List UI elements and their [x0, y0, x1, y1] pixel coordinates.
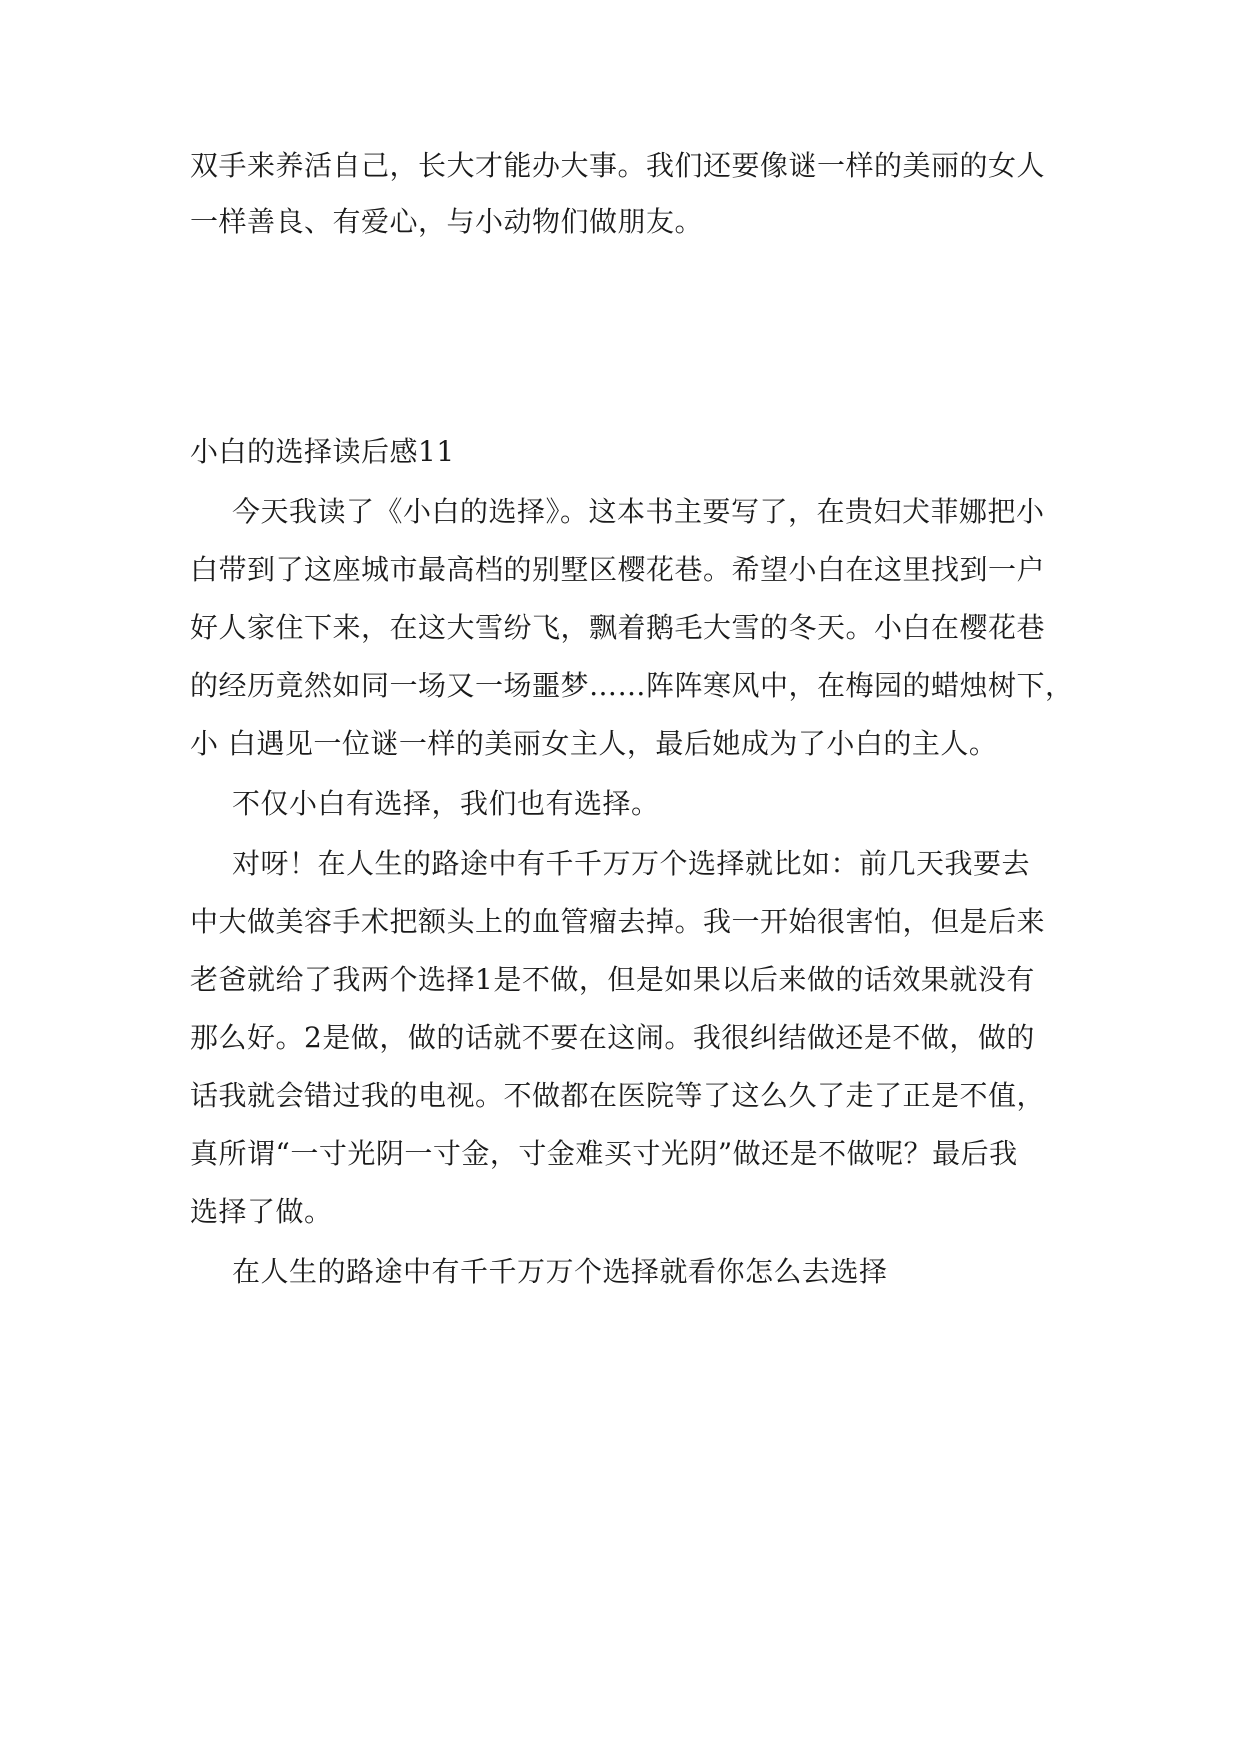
paragraph-line: 好人家住下来，在这大雪纷飞，飘着鹅毛大雪的冬天。小白在樱花巷	[190, 611, 1046, 644]
paragraph-line: 选择了做。	[190, 1195, 333, 1228]
paragraph-line: 话我就会错过我的电视。不做都在医院等了这么久了走了正是不值，	[190, 1079, 1046, 1112]
text-line: 双手来养活自己，长大才能办大事。我们还要像谜一样的美丽的女人	[190, 149, 1046, 182]
paragraph-line: 老爸就给了我两个选择1是不做，但是如果以后来做的话效果就没有	[190, 963, 1035, 996]
paragraph-line: 对呀！在人生的路途中有千千万万个选择就比如：前几天我要去	[232, 847, 1031, 880]
paragraph-line: 在人生的路途中有千千万万个选择就看你怎么去选择	[232, 1255, 888, 1288]
paragraph-line: 小 白遇见一位谜一样的美丽女主人，最后她成为了小白的主人。	[190, 727, 998, 760]
paragraph-line: 的经历竟然如同一场又一场噩梦……阵阵寒风中，在梅园的蜡烛树下，	[190, 669, 1074, 702]
paragraph-line: 今天我读了《小白的选择》。这本书主要写了，在贵妇犬菲娜把小	[232, 495, 1045, 528]
paragraph-line: 那么好。2是做，做的话就不要在这闹。我很纠结做还是不做，做的	[190, 1021, 1035, 1054]
section-title: 小白的选择读后感11	[190, 435, 455, 468]
paragraph-line: 白带到了这座城市最高档的别墅区樱花巷。希望小白在这里找到一户	[190, 553, 1046, 586]
paragraph-line: 真所谓“一寸光阴一寸金，寸金难买寸光阴”做还是不做呢？最后我	[190, 1137, 1018, 1170]
paragraph-line: 不仅小白有选择，我们也有选择。	[232, 787, 660, 820]
paragraph-line: 中大做美容手术把额头上的血管瘤去掉。我一开始很害怕，但是后来	[190, 905, 1046, 938]
text-line: 一样善良、有爱心，与小动物们做朋友。	[190, 205, 704, 238]
